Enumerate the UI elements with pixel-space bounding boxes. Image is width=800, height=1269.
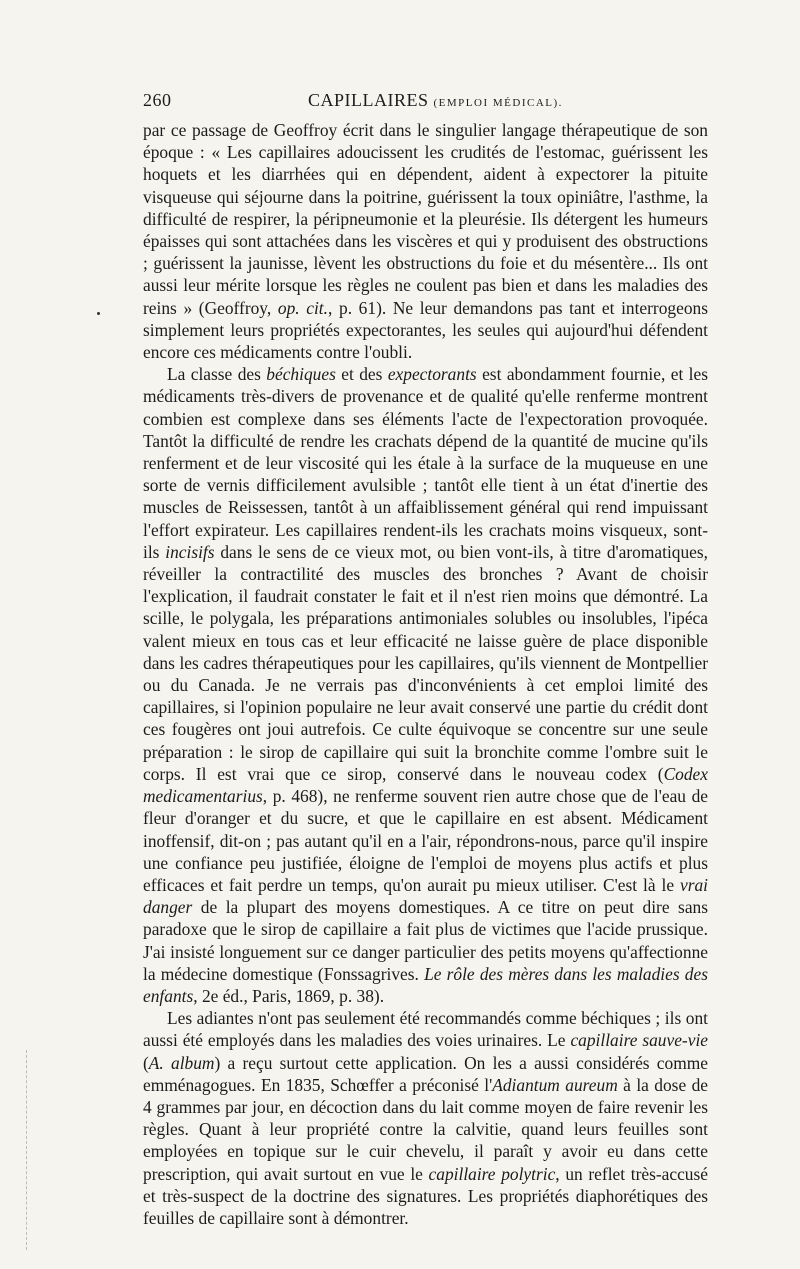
- italic-run: Codex medicamentarius: [143, 763, 708, 807]
- page-number: 260: [143, 90, 172, 110]
- italic-run: vrai danger: [143, 874, 708, 918]
- text-run: ) a reçu surtout cette application. On les a aussi considérés comme emménagogues. En 1835, Schœffer a préconisé l': [143, 1052, 708, 1095]
- italic-run: capillaire polytric: [428, 1163, 556, 1184]
- text-run: , 2e éd., Paris, 1869, p. 38).: [193, 985, 385, 1006]
- text-run: (: [143, 1052, 149, 1073]
- italic-run: A. album: [148, 1052, 215, 1073]
- text-run: , un reflet très-accusé et très-suspect de la doctrine des signatures. Les propriétés diaphorétiques des feuilles de capillaire sont à démontrer.: [143, 1163, 708, 1228]
- italic-run: Adiantum aureum: [492, 1074, 618, 1095]
- italic-run: Le rôle des mères dans les maladies des enfants: [143, 963, 708, 1006]
- text-run: Les adiantes n'ont pas seulement été recommandés comme béchiques ; ils ont aussi été employés dans les maladies des voies urinaires. Le: [143, 1008, 708, 1051]
- text-run: , p. 61). Ne leur demandons pas tant et interrogeons simplement leurs propriétés expectorantes, les seules qui aujourd'hui défendent encore ces médicaments contre l'oubli.: [143, 297, 708, 363]
- margin-dot: [97, 312, 100, 315]
- text-run: est abondamment fournie, et les médicaments très-divers de provenance et de qualité qu'elle renferme montrent combien est complexe dans ses éléments l'acte de l'expectoration provoquée. Tantôt la difficulté de rendre les crachats dépend de la quantité de mucine qu'ils renferment et de leur viscosité qui les étale à la surface de la muqueuse en une sorte de vernis difficilement avulsible ; tantôt elle tient à un état d'inertie des muscles de Reissessen, tantôt à un affaiblissement général qui rend impuissant l'effort expirateur. Les capillaires rendent-ils les crachats moins visqueux, sont-ils: [143, 364, 709, 562]
- paragraph: [143, 363, 708, 1007]
- scan-edge-marks: [26, 1050, 37, 1250]
- italic-run: béchiques: [266, 364, 336, 385]
- italic-run: op. cit.: [277, 297, 328, 318]
- italic-run: expectorants: [387, 364, 477, 385]
- text-run: par ce passage de Geoffroy écrit dans le singulier langage thérapeutique de son époque : « Les capillaires adoucissent les crudités de l'estomac, guérissent les hoquets et les diarrhées qui en dépendent, aident à expectorer la pituite visqueuse qui séjourne dans la poitrine, guérissent la toux opiniâtre, l'asthme, la difficulté de respirer, la péripneumonie et la pleurésie. Ils détergent les humeurs épaisses qui sont attachées dans les viscères et qui y produisent des obstructions ; guérissent la jaunisse, lèvent les obstructions du foie et du mésentère... Ils ont aussi leur mérite lorsque les règles ne coulent pas bien et dans les maladies des reins » (Geoffroy,: [143, 120, 708, 318]
- text-run: La classe des: [167, 364, 267, 385]
- text-run: et des: [335, 364, 388, 385]
- italic-run: incisifs: [165, 541, 215, 562]
- running-title-main: CAPILLAIRES: [308, 90, 429, 110]
- text-run: de la plupart des moyens domestiques. A ce titre on peut dire sans paradoxe que le sirop de capillaire a fait plus de victimes que l'acide prussique. J'ai insisté longuement sur ce danger particulier des petits moyens qu'affectionne la médecine domestique (Fonssagrives.: [143, 897, 708, 984]
- italic-run: capillaire sauve-vie: [570, 1030, 708, 1051]
- body-text: [143, 119, 708, 1229]
- running-title-subtitle: (EMPLOI MÉDICAL).: [433, 97, 563, 109]
- text-run: à la dose de 4 grammes par jour, en décoction dans du lait comme moyen de faire revenir les règles. Quant à leur propriété contre la calvitie, quand leurs feuilles sont employées en topique sur le cuir chevelu, il paraît y avoir eu dans cette prescription, qui avait surtout en vue le: [143, 1074, 709, 1184]
- paragraph: [143, 119, 708, 363]
- text-run: , p. 468), ne renferme souvent rien autre chose que de l'eau de fleur d'oranger et du sucre, et que le capillaire en est absent. Médicament inoffensif, dit-on ; pas autant qu'il en a l'air, répondrons-nous, parce qu'il inspire une confiance peu justifiée, éloigne de l'emploi de moyens plus actifs et plus efficaces et fait perdre un temps, qu'on aurait pu mieux utiliser. C'est là le: [143, 786, 708, 895]
- paragraph: [143, 1007, 708, 1229]
- text-run: dans le sens de ce vieux mot, ou bien vont-ils, à titre d'aromatiques, réveiller la contractilité des muscles des bronches ? Avant de choisir l'explication, il faudrait constater le fait et il n'est rien moins que démontré. La scille, le polygala, les préparations antimoniales solubles ou insolubles, l'ipéca valent mieux en tous cas et leur efficacité ne laisse guère de place disponible dans les cadres thérapeutiques pour les capillaires, qu'ils viennent de Montpellier ou du Canada. Je ne verrais pas d'inconvénients à cet emploi limité des capillaires, si l'opinion populaire ne leur avait conservé une partie du crédit dont ces fougères ont joui autrefois. Ce culte équivoque se concentre sur une seule préparation : le sirop de capillaire qui suit la bronchite comme l'ombre suit le corps. Il est vrai que ce sirop, conservé dans le nouveau codex (: [143, 541, 709, 784]
- running-title: [308, 90, 563, 111]
